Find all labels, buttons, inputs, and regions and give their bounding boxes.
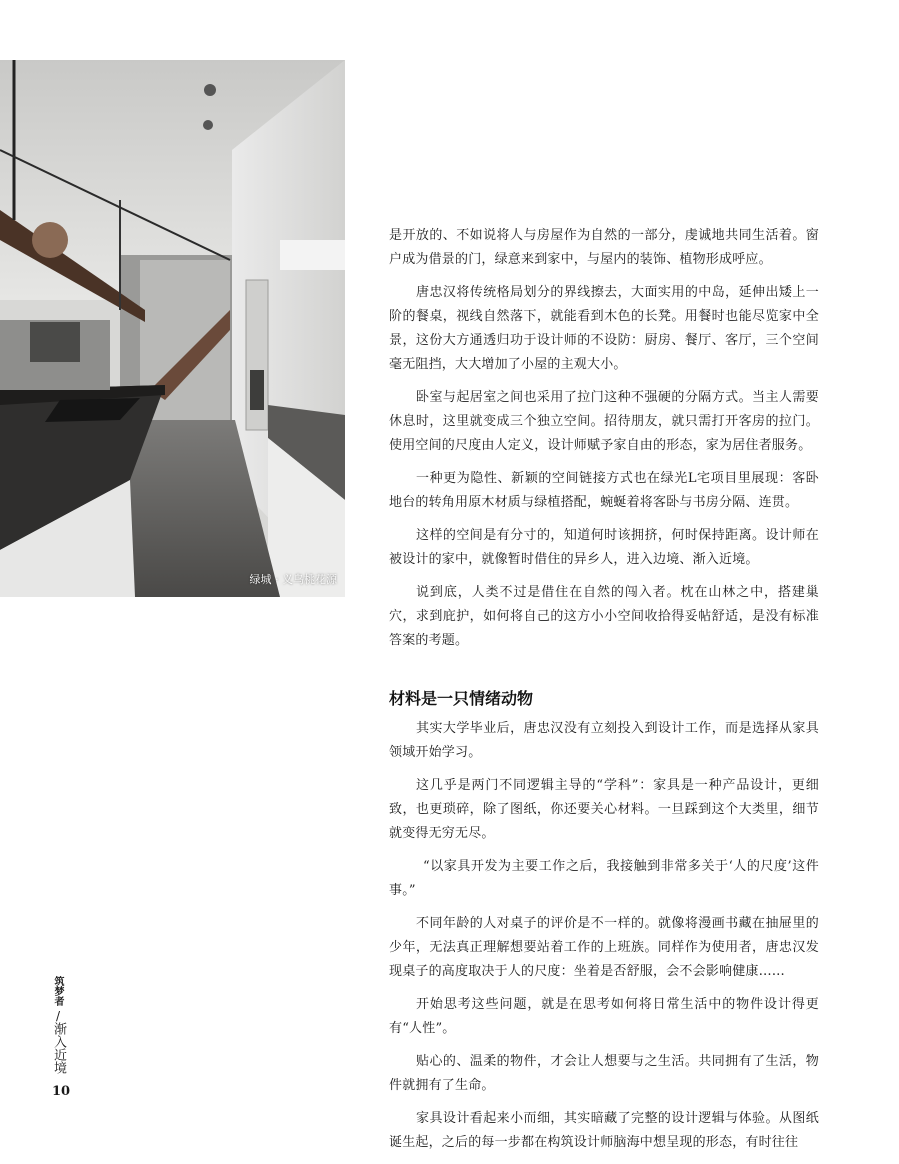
folio-slash: / <box>56 1009 61 1023</box>
paragraph: 开始思考这些问题，就是在思考如何将日常生活中的物件设计得更有“人性”。 <box>389 997 819 1036</box>
photo-caption: 绿城 · 义乌桃花源 <box>249 573 337 586</box>
paragraph: 说到底，人类不过是借住在自然的闯入者。枕在山林之中，搭建巢穴，求到庇护，如何将自己的这方小小空间收拾得妥帖舒适，是没有标准答案的考题。 <box>389 585 819 648</box>
magazine-name: 筑梦者 <box>52 976 63 1006</box>
paragraph: 是开放的、不如说将人与房屋作为自然的一部分，虔诚地共同生活着。窗户成为借景的门，绿意来到家中，与屋内的装饰、植物形成呼应。 <box>389 228 819 267</box>
paragraph: 一种更为隐性、新颖的空间链接方式也在绿光L宅项目里展现：客卧地台的转角用原木材质与绿植搭配，蜿蜒着将客卧与书房分隔、连贯。 <box>389 471 819 510</box>
paragraph: 家具设计看起来小而细，其实暗藏了完整的设计逻辑与体验。从图纸诞生起，之后的每一步都在构筑设计师脑海中想呈现的形态，有时往往 <box>389 1111 819 1150</box>
section-name: 渐入近境 <box>51 1022 66 1074</box>
paragraph: 唐忠汉将传统格局划分的界线擦去，大面实用的中岛，延伸出矮上一阶的餐桌，视线自然落下，就能看到木色的长凳。用餐时也能尽览家中全景，这份大方通透归功于设计师的不设防：厨房、餐厅、客厅，三个空间毫无阻挡，大大增加了小屋的主观大小。 <box>389 285 819 372</box>
paragraph: 卧室与起居室之间也采用了拉门这种不强硬的分隔方式。当主人需要休息时，这里就变成三个独立空间。招待朋友，就只需打开客房的拉门。使用空间的尺度由人定义，设计师赋予家自由的形态，家为居住者服务。 <box>389 390 819 453</box>
paragraph: 其实大学毕业后，唐忠汉没有立刻投入到设计工作，而是选择从家具领域开始学习。 <box>389 721 819 760</box>
interior-photo <box>0 60 345 597</box>
page-folio <box>52 976 74 1099</box>
interior-kitchen-photo <box>0 60 345 597</box>
quote-paragraph: “以家具开发为主要工作之后，我接触到非常多关于‘人的尺度’这件事。” <box>389 859 819 898</box>
paragraph: 这样的空间是有分寸的，知道何时该拥挤，何时保持距离。设计师在被设计的家中，就像暂时借住的异乡人，进入边境、渐入近境。 <box>389 528 819 567</box>
section-heading: 材料是一只情绪动物 <box>389 689 534 708</box>
paragraph: 不同年龄的人对桌子的评价是不一样的。就像将漫画书藏在抽屉里的少年，无法真正理解想要站着工作的上班族。同样作为使用者，唐忠汉发现桌子的高度取决于人的尺度：坐着是否舒服，会不会影响健康…… <box>389 916 819 979</box>
paragraph: 这几乎是两门不同逻辑主导的“学科”：家具是一种产品设计，更细致，也更琐碎，除了图纸，你还要关心材料。一旦踩到这个大类里，细节就变得无穷无尽。 <box>389 778 819 841</box>
page-number: 10 <box>52 1084 71 1099</box>
article-column <box>389 224 819 1164</box>
paragraph: 贴心的、温柔的物件，才会让人想要与之生活。共同拥有了生活，物件就拥有了生命。 <box>389 1054 819 1093</box>
